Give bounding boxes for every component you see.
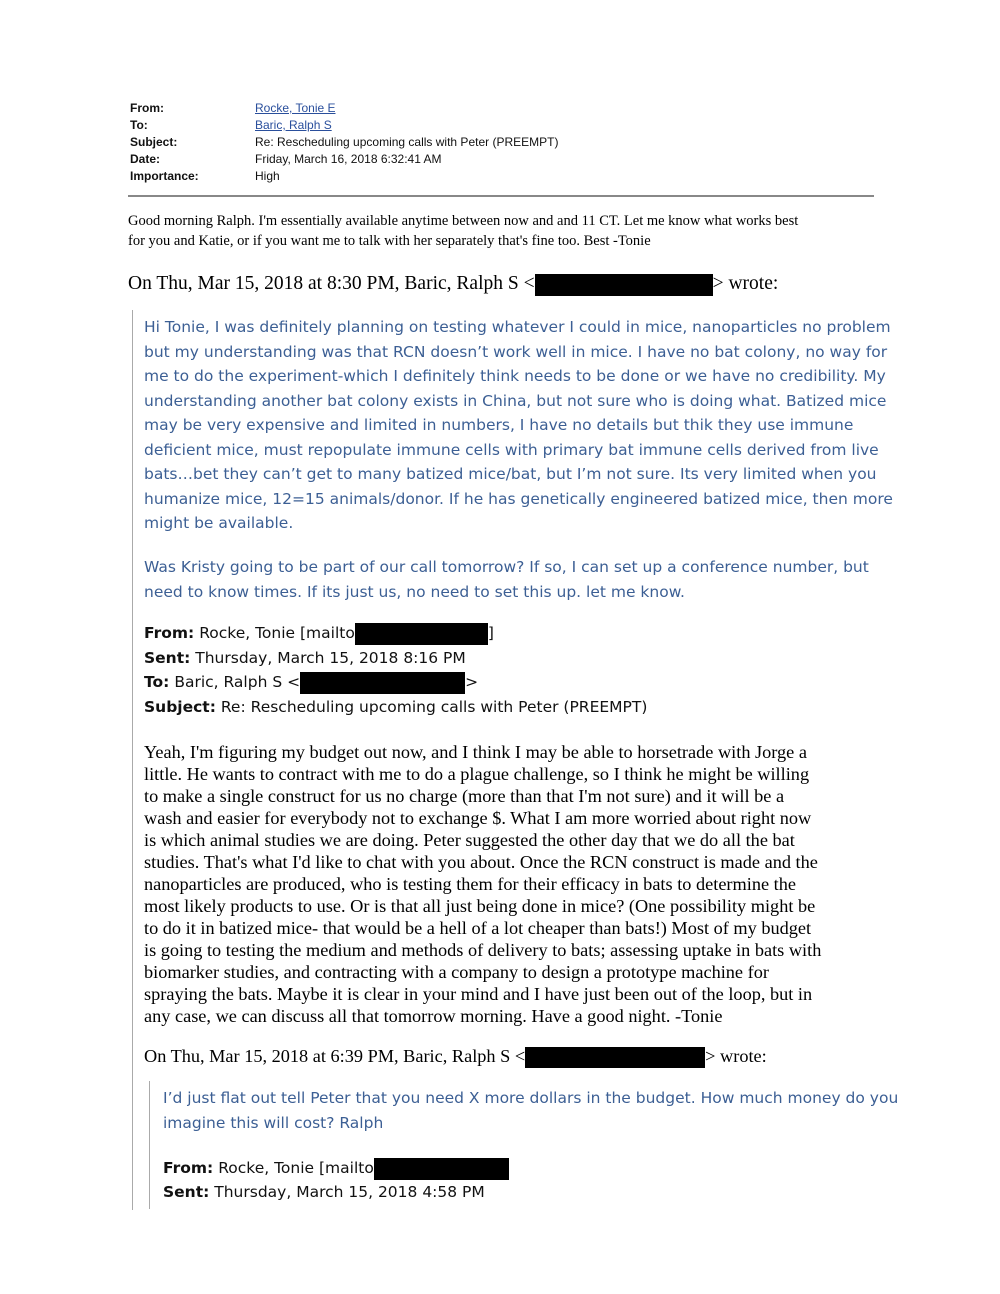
paragraph-line: understanding another bat colony exists in China, but not sure who is doing what. Batized mice <box>144 391 887 410</box>
fwd2-from-label: From: <box>163 1159 214 1177</box>
body-line: most likely products to use. Or is that all just being done in mice? (One possibility might be <box>144 896 816 916</box>
fwd1-from-row <box>144 621 494 646</box>
paragraph-line: might be available. <box>144 514 294 532</box>
quoted-block-1 <box>132 310 899 1210</box>
paragraph-line: I’d just flat out tell Peter that you need X more dollars in the budget. How much money do you <box>163 1089 899 1107</box>
body-line: wash and easier for everybody not to exchange $. What I am more worried about right now <box>144 808 812 828</box>
fwd2-from-row <box>163 1156 509 1181</box>
intro-line: Good morning Ralph. I'm essentially available anytime between now and and 11 CT. Let me know what works best <box>128 213 799 229</box>
header-importance-value: High <box>255 169 280 183</box>
paragraph-line: me to do the experiment-which I definitely think needs to be done or we have no credibility. My <box>144 367 886 385</box>
body-line: spraying the bats. Maybe it is clear in your mind and I have just been out of the loop, but in <box>144 984 813 1004</box>
quoted-paragraph-1 <box>144 315 893 536</box>
fwd1-from-end: ] <box>487 624 494 642</box>
fwd2-from-value: Rocke, Tonie [mailto <box>218 1159 374 1177</box>
fwd1-sent-row <box>144 646 466 671</box>
fwd1-sent-label: Sent: <box>144 649 191 667</box>
paragraph-line: bats…bet they can’t get to many batized mice/bat, but I’m not sure. Its very limited when you <box>144 465 877 483</box>
fwd1-subject-label: Subject: <box>144 698 216 716</box>
header-to-link[interactable]: Baric, Ralph S <box>255 118 332 132</box>
header-from-link[interactable]: Rocke, Tonie E <box>255 101 336 115</box>
fwd1-to-row <box>144 670 478 695</box>
attribution-prefix: On Thu, Mar 15, 2018 at 6:39 PM, Baric, Ralph S < <box>144 1046 526 1066</box>
header-date-label: Date: <box>130 152 161 166</box>
paragraph-line: humanize mice, 12=15 animals/donor. If he has genetically engineered batized mice, then more <box>144 489 893 508</box>
intro-message <box>128 211 888 251</box>
body-line: to make a single construct for us no charge (more than that I'm not sure) and it will be a <box>144 786 785 806</box>
fwd2-sent-row <box>163 1180 485 1205</box>
redaction-box <box>535 274 713 296</box>
header-importance-label: Importance: <box>130 169 199 183</box>
paragraph-line: but my understanding was that RCN doesn’t work well in mice. I have no bat colony, no way for <box>144 342 888 361</box>
redaction-box <box>525 1047 705 1068</box>
body-line: is going to testing the medium and methods of delivery to bats; assessing uptake in bats with <box>144 940 822 960</box>
paragraph-line: Hi Tonie, I was definitely planning on testing whatever I could in mice, nanoparticles no problem <box>144 318 891 336</box>
fwd1-subject-row <box>144 695 647 720</box>
quoted-paragraph-3 <box>163 1086 898 1135</box>
intro-line: for you and Katie, or if you want me to talk with her separately that's fine too. Best -Tonie <box>128 233 651 249</box>
fwd2-sent-value: Thursday, March 15, 2018 4:58 PM <box>214 1183 485 1201</box>
body-line: any case, we can discuss all that tomorrow morning. Have a good night. -Tonie <box>144 1006 723 1026</box>
body-line: Yeah, I'm figuring my budget out now, and I think I may be able to horsetrade with Jorge a <box>144 742 807 762</box>
fwd2-sent-label: Sent: <box>163 1183 210 1201</box>
header-divider <box>128 195 874 197</box>
paragraph-line: imagine this will cost? Ralph <box>163 1113 384 1132</box>
fwd1-sent-value: Thursday, March 15, 2018 8:16 PM <box>195 649 466 667</box>
attribution-prefix: On Thu, Mar 15, 2018 at 8:30 PM, Baric, Ralph S < <box>128 273 535 294</box>
body-line: nanoparticles are produced, who is testing them for their efficacy in bats to determine the <box>144 874 796 894</box>
body-line: studies. That's what I'd like to chat with you about. Once the RCN construct is made and the <box>144 852 818 872</box>
redaction-box <box>355 623 488 645</box>
quote-attribution-2 <box>144 1044 767 1068</box>
paragraph-line: deficient mice, must repopulate immune cells with primary bat immune cells derived from live <box>144 440 879 459</box>
body-line: biomarker studies, and contracting with a company to design a prototype machine for <box>144 962 769 982</box>
quoted-paragraph-2 <box>144 555 869 604</box>
header-subject-value: Re: Rescheduling upcoming calls with Peter (PREEMPT) <box>255 135 559 149</box>
message-body-2 <box>144 741 821 1027</box>
fwd1-from-label: From: <box>144 624 195 642</box>
body-line: little. He wants to contract with me to do a plague challenge, so I think he might be willing <box>144 764 810 784</box>
quoted-block-2 <box>149 1081 899 1209</box>
paragraph-line: Was Kristy going to be part of our call tomorrow? If so, I can set up a conference number, but <box>144 558 869 576</box>
attribution-suffix: > wrote: <box>705 1046 767 1066</box>
paragraph-line: need to know times. If its just us, no need to set this up. let me know. <box>144 582 685 601</box>
header-subject-label: Subject: <box>130 135 178 149</box>
quote-attribution-1 <box>128 271 778 297</box>
paragraph-line: may be very expensive and limited in numbers, I have no details but thik they use immune <box>144 416 854 434</box>
header-to-label: To: <box>130 118 148 132</box>
attribution-suffix: > wrote: <box>712 273 779 294</box>
body-line: is which animal studies we are doing. Peter suggested the other day that we do all the bat <box>144 830 795 850</box>
fwd1-to-label: To: <box>144 673 170 691</box>
body-line: to do it in batized mice- that would be a hell of a lot cheaper than bats!) Most of my budget <box>144 918 812 938</box>
fwd1-to-value: Baric, Ralph S < <box>174 673 301 691</box>
fwd1-to-end: > <box>465 673 479 691</box>
header-from-label: From: <box>130 101 164 115</box>
fwd1-subject-value: Re: Rescheduling upcoming calls with Peter (PREEMPT) <box>220 698 648 716</box>
redaction-box <box>300 672 465 694</box>
header-date-value: Friday, March 16, 2018 6:32:41 AM <box>255 152 442 166</box>
redaction-box <box>374 1158 509 1180</box>
fwd1-from-value: Rocke, Tonie [mailto <box>199 624 355 642</box>
